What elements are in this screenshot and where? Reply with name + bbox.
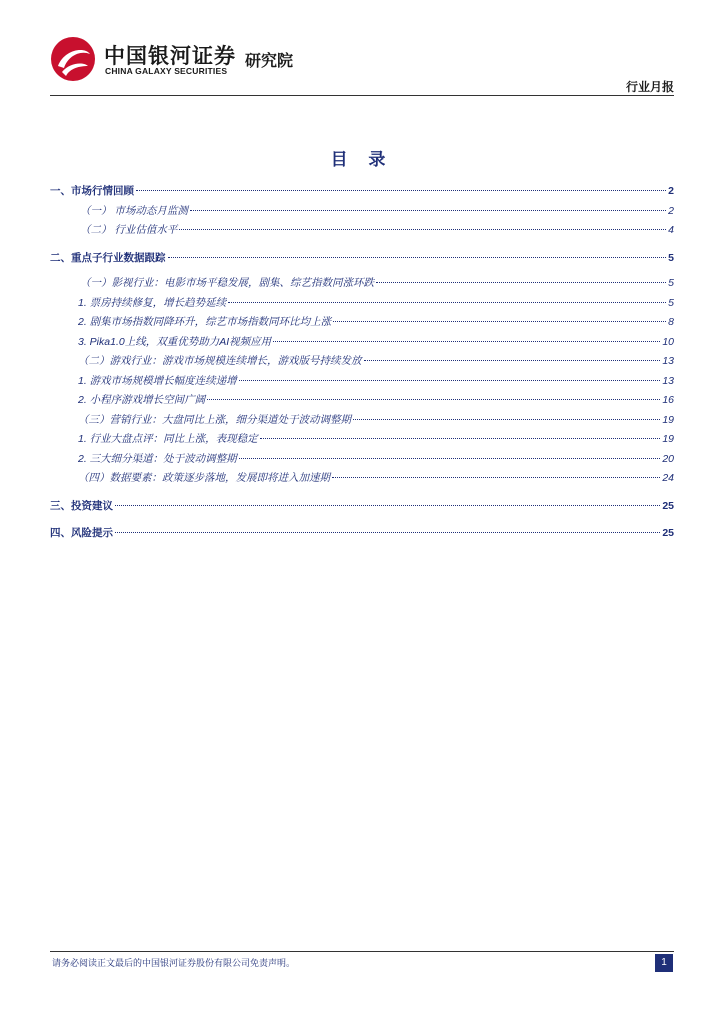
- toc-entry-page: 4: [668, 224, 674, 236]
- toc-entry-label: 3. Pika1.0上线，双重优势助力AI视频应用: [78, 335, 272, 348]
- leader-dots: [190, 210, 666, 211]
- toc-entry-page: 19: [662, 433, 674, 445]
- toc-entry-page: 25: [662, 499, 674, 512]
- toc-entry[interactable]: [50, 314, 674, 334]
- leader-dots: [115, 532, 660, 533]
- toc-entry-label: （四）数据要素：政策逐步落地，发展即将进入加速期: [78, 472, 330, 484]
- toc-entry-label: （一） 市场动态月监测: [80, 204, 188, 217]
- header-divider: [50, 95, 674, 96]
- toc-entry-label: （一）影视行业：电影市场平稳发展，剧集、综艺指数同涨环跌: [80, 277, 374, 289]
- leader-dots: [228, 302, 666, 303]
- toc-entry-page: 13: [662, 374, 674, 387]
- leader-dots: [168, 257, 667, 258]
- toc-entry[interactable]: [50, 183, 674, 203]
- toc-entry-page: 5: [668, 296, 674, 309]
- toc-entry-page: 13: [662, 355, 674, 367]
- toc-entry[interactable]: [50, 392, 674, 412]
- toc-entry-page: 2: [668, 185, 674, 197]
- leader-dots: [376, 282, 666, 283]
- toc-entry-label: 2. 三大细分渠道：处于波动调整期: [78, 452, 237, 465]
- page-number: 1: [655, 954, 673, 972]
- footer-divider: [50, 951, 674, 952]
- toc-entry[interactable]: [50, 222, 674, 242]
- toc-entry-page: 24: [662, 472, 674, 484]
- toc-entry[interactable]: [50, 203, 674, 223]
- toc-entry[interactable]: [50, 373, 674, 393]
- toc-entry[interactable]: [50, 250, 674, 270]
- toc-entry-label: 一、市场行情回顾: [50, 185, 134, 197]
- toc-entry-page: 16: [662, 394, 674, 406]
- toc-entry-page: 25: [662, 527, 674, 539]
- leader-dots: [273, 341, 660, 342]
- toc-entry[interactable]: [50, 431, 674, 451]
- leader-dots: [333, 321, 666, 322]
- leader-dots: [136, 190, 666, 191]
- toc-entry-label: 2. 小程序游戏增长空间广阔: [78, 394, 206, 406]
- toc-entry[interactable]: [50, 498, 674, 518]
- toc-entry-label: （二）游戏行业：游戏市场规模连续增长，游戏版号持续发放: [78, 355, 362, 367]
- toc-entry-page: 2: [668, 204, 674, 217]
- toc-entry[interactable]: [50, 295, 674, 315]
- toc-entry[interactable]: [50, 275, 674, 295]
- toc-entry-label: 1. 行业大盘点评：同比上涨，表现稳定: [78, 433, 258, 445]
- toc-entry-label: 四、风险提示: [50, 527, 113, 539]
- toc-entry[interactable]: [50, 412, 674, 432]
- toc-entry-label: 三、投资建议: [50, 499, 113, 512]
- table-of-contents: [50, 183, 674, 545]
- toc-entry-label: （三）营销行业：大盘同比上涨，细分渠道处于波动调整期: [78, 413, 351, 426]
- toc-entry[interactable]: [50, 334, 674, 354]
- toc-entry-page: 20: [662, 452, 674, 465]
- leader-dots: [179, 229, 666, 230]
- leader-dots: [115, 505, 660, 506]
- toc-entry-label: 二、重点子行业数据跟踪: [50, 251, 166, 264]
- brand-name-en: CHINA GALAXY SECURITIES: [105, 66, 228, 76]
- toc-entry-label: 1. 票房持续修复，增长趋势延续: [78, 296, 227, 309]
- page-header: [0, 0, 724, 100]
- toc-entry[interactable]: [50, 451, 674, 471]
- toc-entry-label: 1. 游戏市场规模增长幅度连续递增: [78, 374, 237, 387]
- leader-dots: [260, 438, 661, 439]
- department-name: 研究院: [245, 53, 294, 70]
- toc-entry[interactable]: [50, 525, 674, 545]
- brand-name-cn: 中国银河证券: [104, 45, 236, 68]
- toc-entry-label: （二） 行业估值水平: [80, 224, 178, 236]
- toc-entry-page: 8: [668, 316, 674, 328]
- leader-dots: [207, 399, 660, 400]
- toc-entry-page: 10: [662, 335, 674, 348]
- toc-title: 目 录: [330, 150, 394, 169]
- toc-entry-page: 5: [668, 277, 674, 289]
- leader-dots: [239, 458, 661, 459]
- leader-dots: [332, 477, 660, 478]
- leader-dots: [239, 380, 661, 381]
- toc-entry-page: 5: [668, 251, 674, 264]
- toc-entry-page: 19: [662, 413, 674, 426]
- toc-entry[interactable]: [50, 470, 674, 490]
- galaxy-logo-icon: [50, 36, 96, 82]
- toc-entry-label: 2. 剧集市场指数同降环升，综艺市场指数同环比均上涨: [78, 316, 332, 328]
- toc-entry[interactable]: [50, 353, 674, 373]
- leader-dots: [364, 360, 661, 361]
- footer-disclaimer: 请务必阅读正文最后的中国银河证券股份有限公司免责声明。: [52, 958, 296, 968]
- leader-dots: [353, 419, 660, 420]
- report-type: 行业月报: [625, 80, 674, 94]
